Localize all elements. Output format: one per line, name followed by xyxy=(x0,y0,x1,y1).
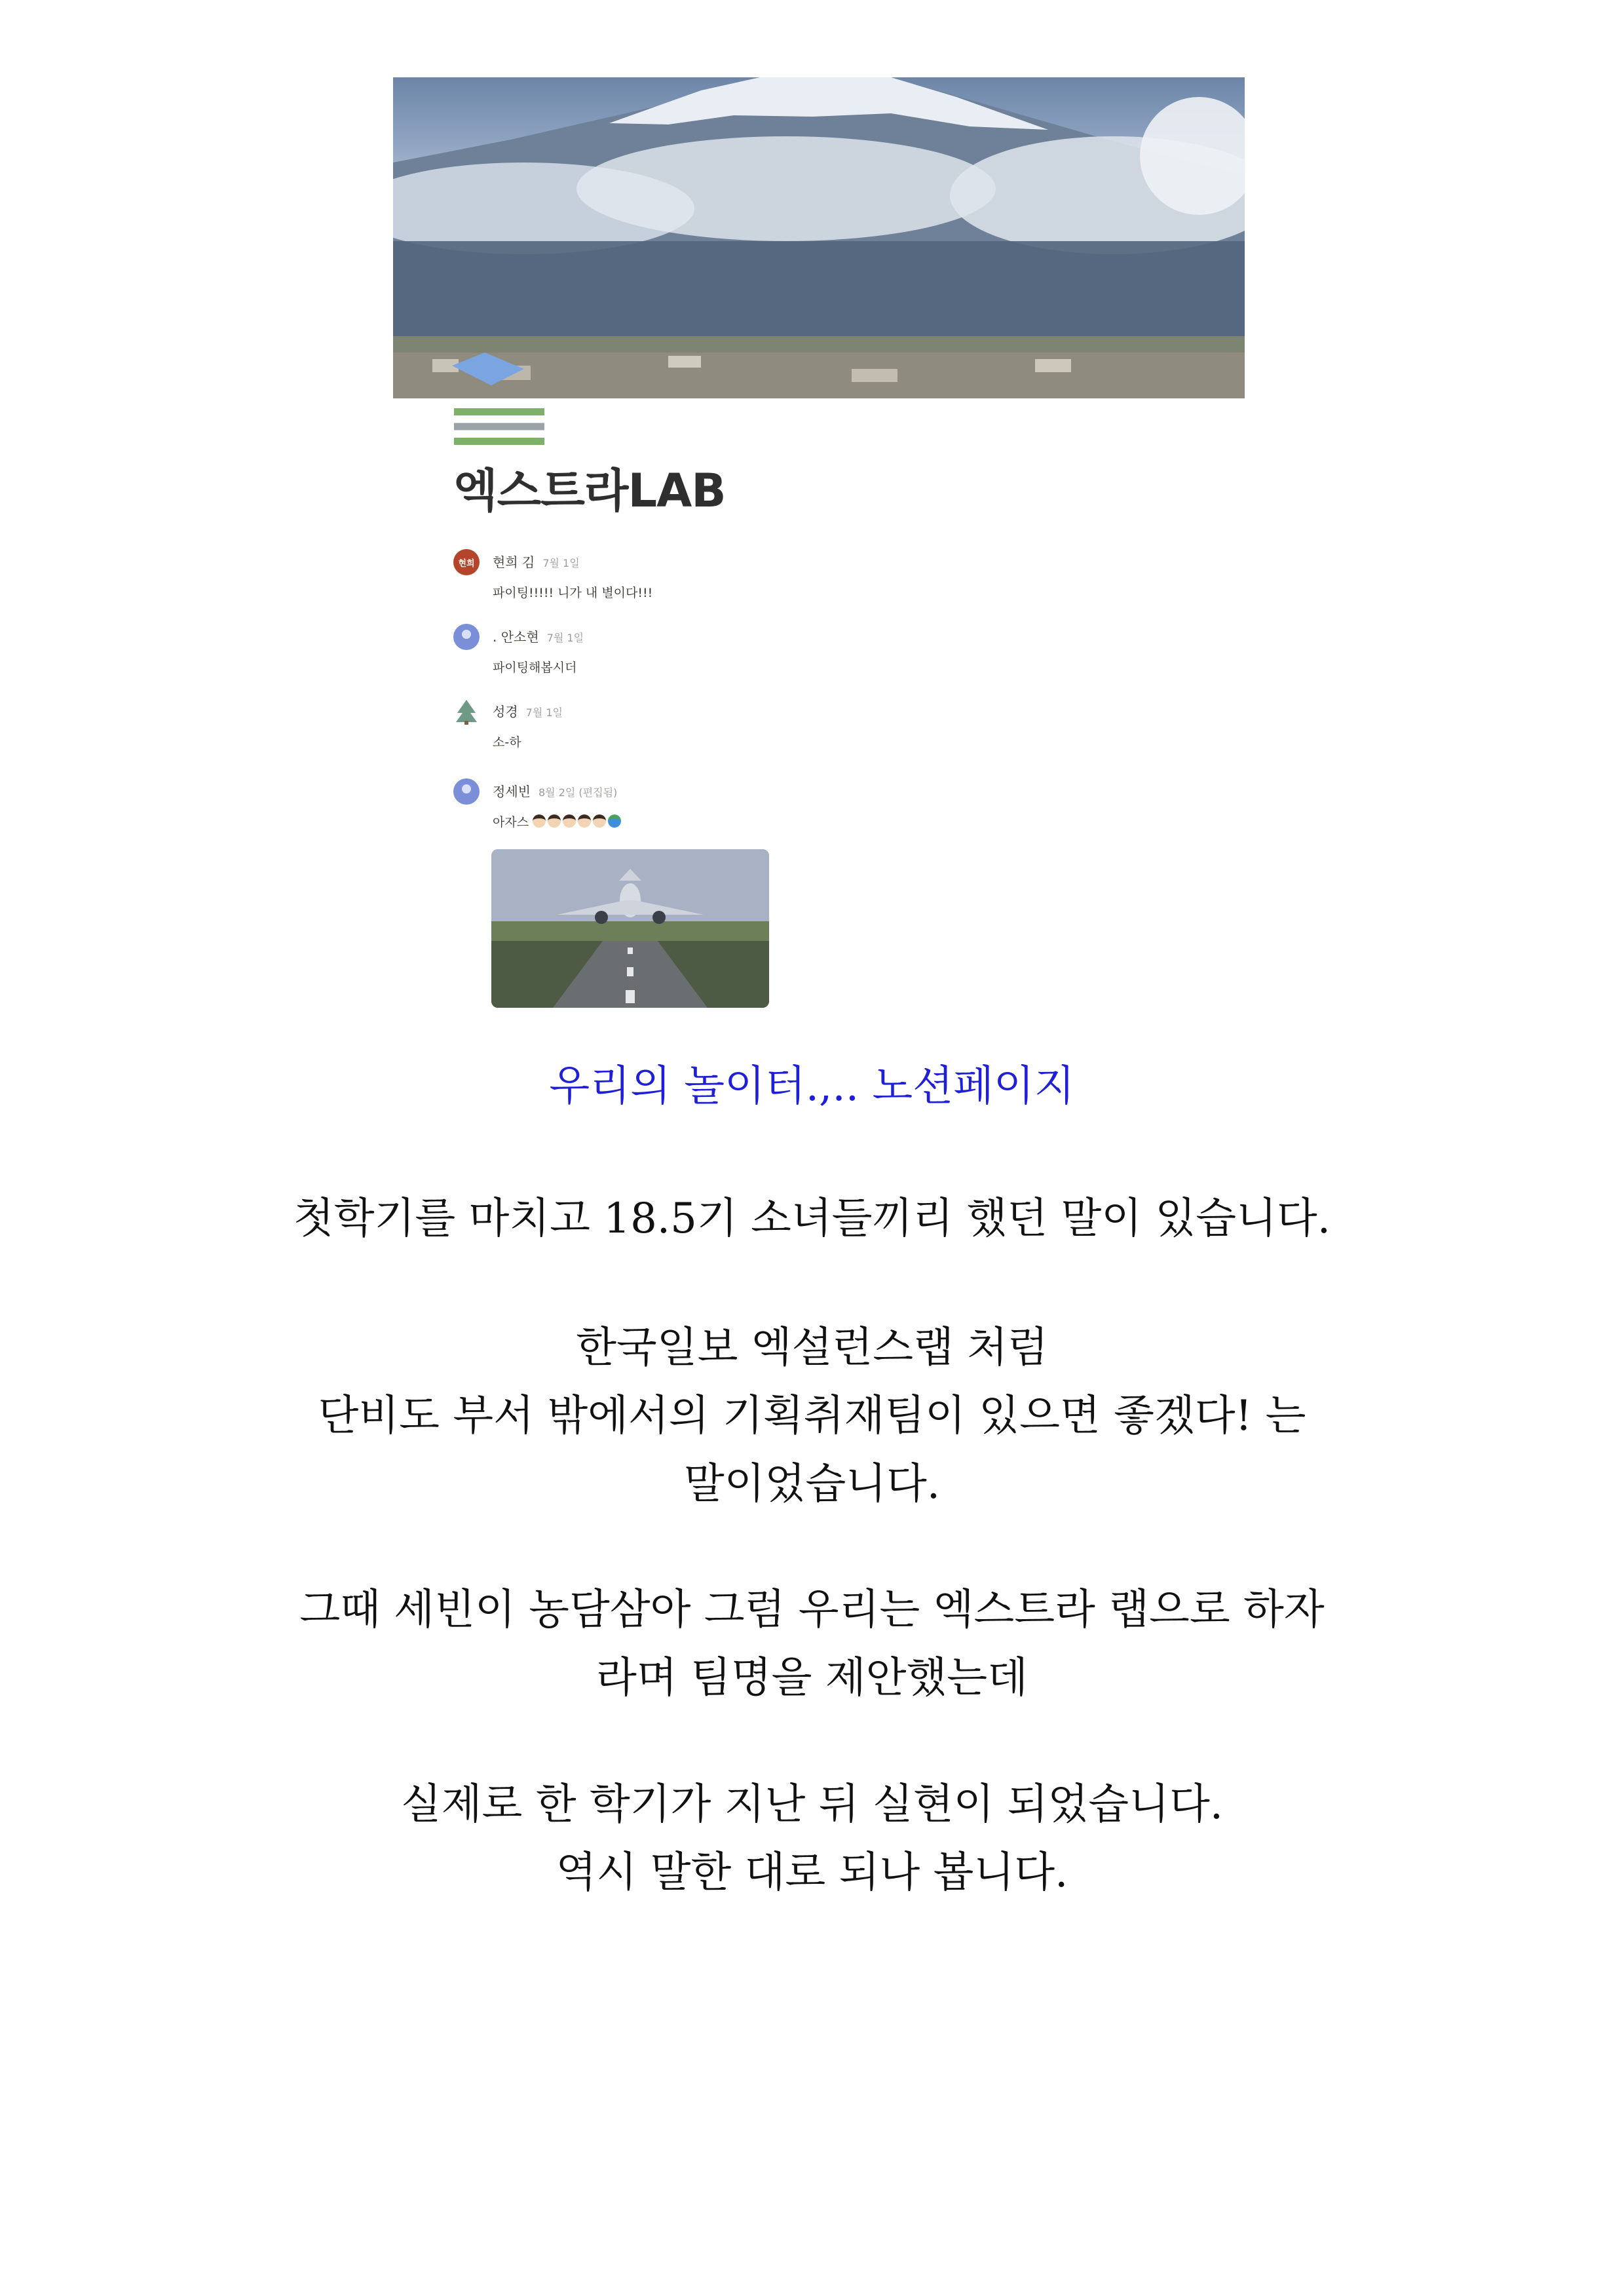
text-line: 첫학기를 마치고 18.5기 소녀들끼리 했던 말이 있습니다. xyxy=(293,1195,1331,1243)
comment-text xyxy=(493,813,623,831)
notion-page-screenshot xyxy=(393,77,1245,1021)
text-line: 역시 말한 대로 되나 봅니다. xyxy=(556,1848,1068,1897)
comment-date: 7월 1일 xyxy=(525,706,563,719)
comment-text: 파이팅해봅시더 xyxy=(493,660,577,675)
text-line: 라며 팀명을 제안했는데 xyxy=(596,1654,1028,1702)
person-avatar-icon xyxy=(453,778,480,805)
comment-text: 파이팅!!!!! 니가 내 별이다!!! xyxy=(493,586,653,600)
comment-author: 성경 xyxy=(493,704,518,719)
emoji-icons xyxy=(533,814,623,831)
paragraph-3 xyxy=(0,1576,1624,1712)
comment-author: 현희 김 xyxy=(493,554,535,570)
comment-text: 소-하 xyxy=(493,735,521,750)
text-line: 그때 세빈이 농담삼아 그럼 우리는 엑스트라 랩으로 하자 xyxy=(299,1586,1325,1634)
text-line: 단비도 부서 밖에서의 기획취재팀이 있으면 좋겠다! 는 xyxy=(318,1392,1306,1440)
paragraph-1 xyxy=(0,1185,1624,1253)
avatar: 현희 xyxy=(453,549,480,575)
page-title: 엑스트라LAB xyxy=(453,464,726,518)
comment-text-label: 아자스 xyxy=(493,815,529,830)
comment-date: 7월 1일 xyxy=(546,632,584,644)
mountain-cover-image xyxy=(393,77,1245,398)
text-line: 말이었습니다. xyxy=(683,1460,941,1508)
image-caption: 우리의 놀이터.,.. 노션페이지 xyxy=(549,1062,1075,1111)
comment-author: . 안소현 xyxy=(493,629,539,645)
comment-date: 8월 2일 (편집됨) xyxy=(538,786,618,799)
paragraph-4 xyxy=(0,1770,1624,1907)
person-avatar-icon xyxy=(453,624,480,650)
text-line: 실제로 한 학기가 지난 뒤 실현이 되었습니다. xyxy=(400,1780,1224,1829)
text-line: 한국일보 엑설런스랩 처럼 xyxy=(576,1324,1048,1372)
airplane-attachment-image xyxy=(491,849,769,1008)
paragraph-2 xyxy=(0,1314,1624,1518)
tree-avatar-icon xyxy=(453,698,480,725)
comment-date: 7월 1일 xyxy=(542,557,580,569)
comment-author: 정세빈 xyxy=(493,784,531,799)
striped-page-icon xyxy=(454,408,544,445)
